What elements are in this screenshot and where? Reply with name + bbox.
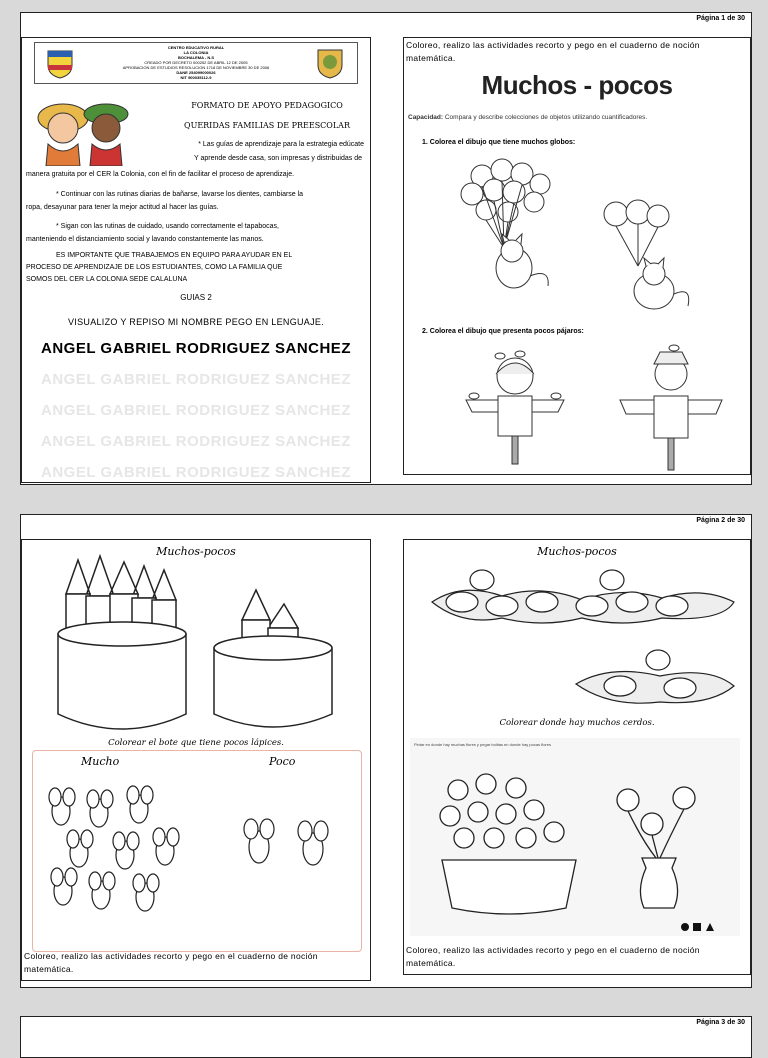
para4-line2: PROCESO DE APRENDIZAJE DE LOS ESTUDIANTES, COMO LA FAMILIA QUE [26,264,283,271]
children-illustration [28,88,138,166]
para2-line2: ropa, desayunar para tener la mejor actitud al hacer las guías. [26,204,219,211]
guide-number: GUIAS 2 [180,293,212,302]
many-pigs-illustration [422,562,742,634]
name-trace-3: ANGEL GABRIEL RODRIGUEZ SANCHEZ [41,433,351,450]
left-instruction: Colorear el bote que tiene pocos lápices. [108,738,284,748]
few-pigs-illustration [570,644,740,714]
families-greeting: QUERIDAS FAMILIAS DE PREESCOLAR [184,121,350,130]
page-2 [20,514,752,988]
label-poco: Poco [269,755,296,768]
question-2: 2. Colorea el dibujo que presenta pocos pájaros: [422,328,584,335]
right-worksheet-title: Muchos-pocos [537,545,617,558]
capacity-line [408,114,647,121]
pot-many-pencils-illustration [52,554,192,739]
name-trace-1: ANGEL GABRIEL RODRIGUEZ SANCHEZ [41,371,351,388]
para3-line2: manteniendo el distanciamiento social y lavando constantemente las manos. [26,236,264,243]
right-panel-pigs-flowers [403,539,751,975]
school-header [34,42,358,84]
student-name: ANGEL GABRIEL RODRIGUEZ SANCHEZ [41,340,351,357]
worksheet-title: Muchos - pocos [481,70,673,100]
pot-few-pencils-illustration [208,586,338,736]
capacity-text: Compara y describe colecciones de objetos utilizando cuantificadores. [444,114,648,121]
many-bees-illustration [41,773,191,933]
para1-line1: * Las guías de aprendizaje para la estrategia edúcate [198,141,364,148]
page-1 [20,12,752,485]
vase-few-flowers-illustration [606,780,716,920]
scarecrow-few-birds-illustration [616,344,726,472]
page-number: Página 3 de 30 [696,1019,745,1026]
school-nit: NIT 900035112-9 [180,75,212,80]
capacity-label: Capacidad: [408,114,444,121]
right-caption: Coloreo, realizo las actividades recorto y pego en el cuaderno de noción matemática. [406,945,700,968]
question-1: 1. Colorea el dibujo que tiene muchos globos: [422,139,576,146]
pigs-instruction: Colorear donde hay muchos cerdos. [499,718,655,728]
shapes-icon [680,922,720,932]
label-mucho: Mucho [81,755,120,768]
page-number: Página 1 de 30 [696,15,745,22]
scarecrow-many-birds-illustration [460,348,570,466]
right-caption: Coloreo, realizo las actividades recorto y pego en el cuaderno de noción matemática. [406,40,700,63]
flowers-instruction: Pintar en donde hay muchas flores y pegar bolitas en donde hay pocas flores [414,742,551,747]
left-caption: Coloreo, realizo las actividades recorto y pego en el cuaderno de noción matemática. [24,951,318,974]
school-decree: CREADO POR DECRETO 000252 DE ABRIL 12 DE 2005 [144,60,248,65]
para4-line3: SOMOS DEL CER LA COLONIA SEDE CALALUNA [26,276,188,283]
para3-line1: * Sigan con las rutinas de cuidado, usando correctamente el tapabocas, [56,223,279,230]
school-seal-icon [315,47,345,79]
page-3 [20,1016,752,1058]
few-balloons-cat-illustration [600,196,700,316]
name-trace-4: ANGEL GABRIEL RODRIGUEZ SANCHEZ [41,464,351,481]
para1-line2: Y aprende desde casa, son impresas y distribuidas de [194,155,362,162]
right-panel-worksheet [403,37,751,475]
left-panel-letter [21,37,371,483]
page-number: Página 2 de 30 [696,517,745,524]
name-trace-2: ANGEL GABRIEL RODRIGUEZ SANCHEZ [41,402,351,419]
school-name: CENTRO EDUCATIVO RURAL [167,45,225,50]
name-instruction: VISUALIZO Y REPISO MI NOMBRE PEGO EN LENGUAJE. [67,317,325,327]
school-locality: LA COLONIA [183,50,209,55]
vase-many-flowers-illustration [434,768,584,918]
para2-line1: * Continuar con las rutinas diarias de bañarse, lavarse los dientes, cambiarse la [56,191,304,198]
few-bees-illustration [233,807,343,877]
colombia-shield-icon [45,47,75,79]
para1-line3: manera gratuita por el CER la Colonia, con el fin de facilitar el proceso de aprendizaje. [26,171,295,178]
flowers-card [410,738,740,936]
left-worksheet-title: Muchos-pocos [156,545,236,558]
format-title: FORMATO DE APOYO PEDAGOGICO [191,101,343,110]
many-balloons-cat-illustration [452,156,562,296]
school-dane: DANE 254099000026 [176,70,216,75]
school-resolution: APROBACION DE ESTUDIOS RESOLUCION 1718 DE NOVIEMBRE 30 DE 2006 [122,65,270,70]
left-panel-pencils-bees [21,539,371,981]
school-town: BOCHALEMA - N.S [177,55,215,60]
bees-card [32,750,362,952]
para4-line1: ES IMPORTANTE QUE TRABAJEMOS EN EQUIPO PARA AYUDAR EN EL [56,252,293,259]
